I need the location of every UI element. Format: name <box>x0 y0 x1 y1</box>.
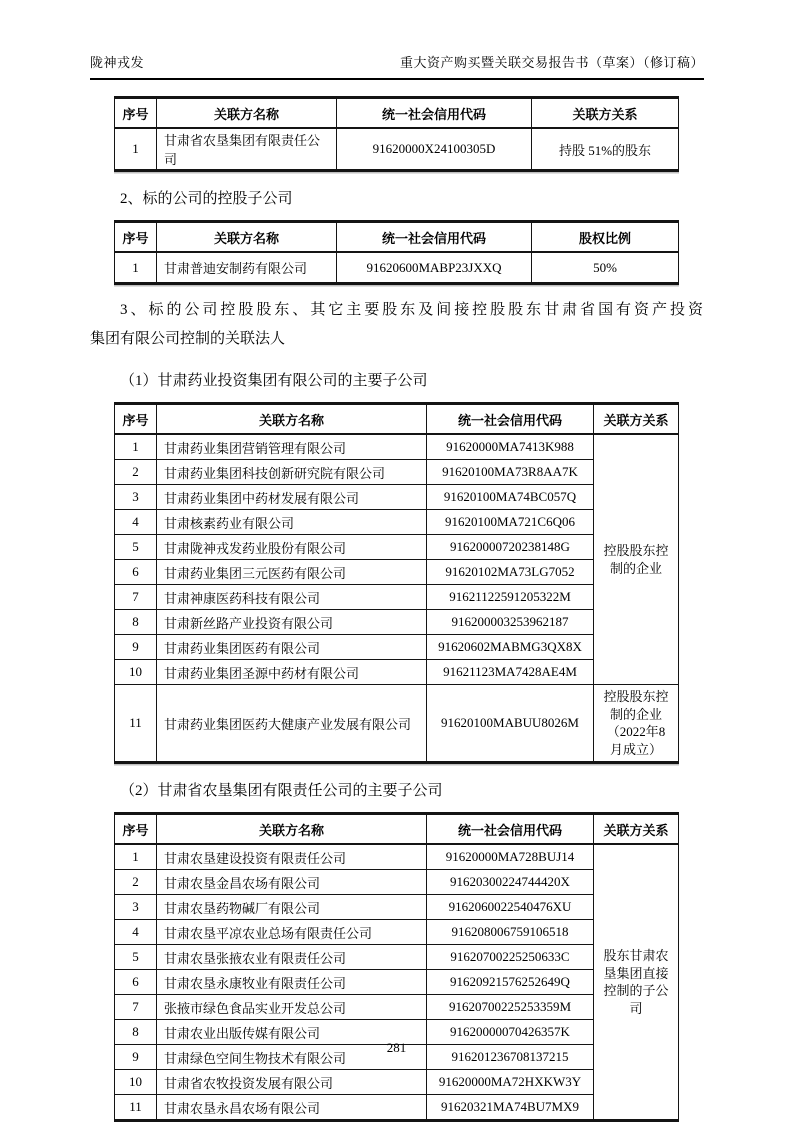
cell-company-name: 甘肃农垦永昌农场有限公司 <box>157 1095 427 1121</box>
col-header-seq: 序号 <box>115 98 157 129</box>
cell-company-name: 甘肃省农垦集团有限责任公司 <box>157 128 337 171</box>
col-header-equity-ratio: 股权比例 <box>532 222 679 253</box>
table-row <box>115 844 679 870</box>
heading-3-line-1: 3、标的公司控股股东、其它主要股东及间接控股股东甘肃省国有资产投资 <box>120 302 703 318</box>
col-header-name: 关联方名称 <box>157 404 427 435</box>
cell-company-name: 甘肃药业集团医药大健康产业发展有限公司 <box>157 685 427 763</box>
cell-credit-code: 91620700225250633C <box>427 945 594 970</box>
cell-credit-code: 9162060022540476XU <box>427 895 594 920</box>
cell-credit-code: 91620000MA728BUJ14 <box>427 844 594 870</box>
cell-seq: 1 <box>115 252 157 284</box>
col-header-name: 关联方名称 <box>157 814 427 845</box>
cell-seq: 1 <box>115 434 157 460</box>
table-header-row <box>115 404 679 435</box>
cell-credit-code: 91620000MA72HXKW3Y <box>427 1070 594 1095</box>
cell-company-name: 甘肃农垦药物碱厂有限公司 <box>157 895 427 920</box>
subsection-heading-1: （1）甘肃药业投资集团有限公司的主要子公司 <box>120 373 428 389</box>
cell-credit-code: 91620102MA73LG7052 <box>427 560 594 585</box>
col-header-relation: 关联方关系 <box>594 404 679 435</box>
cell-company-name: 甘肃药业集团营销管理有限公司 <box>157 434 427 460</box>
cell-credit-code: 91621122591205322M <box>427 585 594 610</box>
cell-seq: 4 <box>115 510 157 535</box>
cell-company-name: 甘肃农垦永康牧业有限责任公司 <box>157 970 427 995</box>
cell-company-name: 甘肃普迪安制药有限公司 <box>157 252 337 284</box>
col-header-code: 统一社会信用代码 <box>337 98 532 129</box>
header-left-text: 陇神戎发 <box>90 55 145 70</box>
cell-seq: 5 <box>115 945 157 970</box>
table-row <box>115 128 679 171</box>
cell-seq: 6 <box>115 560 157 585</box>
cell-credit-code: 916201236708137215 <box>427 1045 594 1070</box>
cell-credit-code: 91620100MA74BC057Q <box>427 485 594 510</box>
cell-equity-ratio: 50% <box>532 252 679 284</box>
cell-company-name: 甘肃农垦张掖农业有限责任公司 <box>157 945 427 970</box>
cell-company-name: 甘肃农业出版传媒有限公司 <box>157 1020 427 1045</box>
col-header-code: 统一社会信用代码 <box>337 222 532 253</box>
table-header-row <box>115 98 679 129</box>
cell-company-name: 甘肃农垦建设投资有限责任公司 <box>157 844 427 870</box>
cell-credit-code: 91620000MA7413K988 <box>427 434 594 460</box>
page-content <box>90 96 703 1122</box>
cell-seq: 11 <box>115 685 157 763</box>
cell-company-name: 甘肃农垦平凉农业总场有限责任公司 <box>157 920 427 945</box>
col-header-seq: 序号 <box>115 404 157 435</box>
cell-company-name: 甘肃药业集团三元医药有限公司 <box>157 560 427 585</box>
col-header-name: 关联方名称 <box>157 222 337 253</box>
col-header-seq: 序号 <box>115 814 157 845</box>
table-row <box>115 434 679 460</box>
cell-seq: 4 <box>115 920 157 945</box>
cell-company-name: 甘肃省农牧投资发展有限公司 <box>157 1070 427 1095</box>
cell-company-name: 甘肃药业集团中药材发展有限公司 <box>157 485 427 510</box>
cell-credit-code: 91620000720238148G <box>427 535 594 560</box>
cell-credit-code: 91620921576252649Q <box>427 970 594 995</box>
cell-seq: 2 <box>115 870 157 895</box>
cell-relation: 持股 51%的股东 <box>532 128 679 171</box>
cell-credit-code: 91620100MA73R8AA7K <box>427 460 594 485</box>
cell-credit-code: 916200003253962187 <box>427 610 594 635</box>
cell-seq: 8 <box>115 1020 157 1045</box>
header-right-text: 重大资产购买暨关联交易报告书（草案）（修订稿） <box>399 55 704 70</box>
cell-seq: 1 <box>115 844 157 870</box>
col-header-relation: 关联方关系 <box>594 814 679 845</box>
cell-seq: 10 <box>115 1070 157 1095</box>
cell-seq: 2 <box>115 460 157 485</box>
pharma-group-subsidiaries-table <box>114 402 679 764</box>
cell-relation-merged: 控股股东控制的企业 <box>594 434 679 685</box>
cell-seq: 3 <box>115 895 157 920</box>
cell-credit-code: 91620700225253359M <box>427 995 594 1020</box>
cell-credit-code: 91620100MABUU8026M <box>427 685 594 763</box>
cell-company-name: 甘肃神康医药科技有限公司 <box>157 585 427 610</box>
col-header-code: 统一社会信用代码 <box>427 814 594 845</box>
cell-credit-code: 91620000X24100305D <box>337 128 532 171</box>
cell-seq: 11 <box>115 1095 157 1121</box>
cell-seq: 1 <box>115 128 157 171</box>
cell-credit-code: 91620600MABP23JXXQ <box>337 252 532 284</box>
section-heading-2: 2、标的公司的控股子公司 <box>120 191 293 207</box>
cell-company-name: 甘肃药业集团科技创新研究院有限公司 <box>157 460 427 485</box>
cell-relation-merged: 股东甘肃农垦集团直接控制的子公司 <box>594 844 679 1121</box>
cell-company-name: 甘肃绿色空间生物技术有限公司 <box>157 1045 427 1070</box>
col-header-seq: 序号 <box>115 222 157 253</box>
cell-company-name: 甘肃农垦金昌农场有限公司 <box>157 870 427 895</box>
cell-company-name: 张掖市绿色食品实业开发总公司 <box>157 995 427 1020</box>
cell-seq: 6 <box>115 970 157 995</box>
cell-credit-code: 91620000070426357K <box>427 1020 594 1045</box>
table-row <box>115 685 679 763</box>
cell-seq: 9 <box>115 1045 157 1070</box>
cell-company-name: 甘肃药业集团圣源中药材有限公司 <box>157 660 427 685</box>
col-header-code: 统一社会信用代码 <box>427 404 594 435</box>
cell-seq: 3 <box>115 485 157 510</box>
cell-credit-code: 91621123MA7428AE4M <box>427 660 594 685</box>
cell-credit-code: 91620321MA74BU7MX9 <box>427 1095 594 1121</box>
controlling-shareholder-table <box>114 96 679 172</box>
cell-credit-code: 91620300224744420X <box>427 870 594 895</box>
cell-seq: 7 <box>115 995 157 1020</box>
table-header-row <box>115 814 679 845</box>
cell-company-name: 甘肃陇神戎发药业股份有限公司 <box>157 535 427 560</box>
table-header-row <box>115 222 679 253</box>
cell-credit-code: 91620100MA721C6Q06 <box>427 510 594 535</box>
cell-seq: 7 <box>115 585 157 610</box>
nongken-group-subsidiaries-table <box>114 812 679 1122</box>
col-header-relation: 关联方关系 <box>532 98 679 129</box>
cell-credit-code: 916208006759106518 <box>427 920 594 945</box>
subsection-heading-2: （2）甘肃省农垦集团有限责任公司的主要子公司 <box>120 783 443 800</box>
cell-credit-code: 91620602MABMG3QX8X <box>427 635 594 660</box>
cell-seq: 8 <box>115 610 157 635</box>
cell-company-name: 甘肃药业集团医药有限公司 <box>157 635 427 660</box>
cell-company-name: 甘肃新丝路产业投资有限公司 <box>157 610 427 635</box>
cell-company-name: 甘肃核素药业有限公司 <box>157 510 427 535</box>
col-header-name: 关联方名称 <box>157 98 337 129</box>
page-header <box>90 52 704 80</box>
cell-seq: 5 <box>115 535 157 560</box>
heading-3-line-2: 集团有限公司控制的关联法人 <box>90 331 286 347</box>
table-row <box>115 252 679 284</box>
controlled-subsidiary-table <box>114 220 679 285</box>
cell-relation: 控股股东控制的企业（2022年8月成立） <box>594 685 679 763</box>
page-number: 281 <box>386 1040 407 1055</box>
cell-seq: 10 <box>115 660 157 685</box>
section-heading-3 <box>90 296 703 354</box>
cell-seq: 9 <box>115 635 157 660</box>
